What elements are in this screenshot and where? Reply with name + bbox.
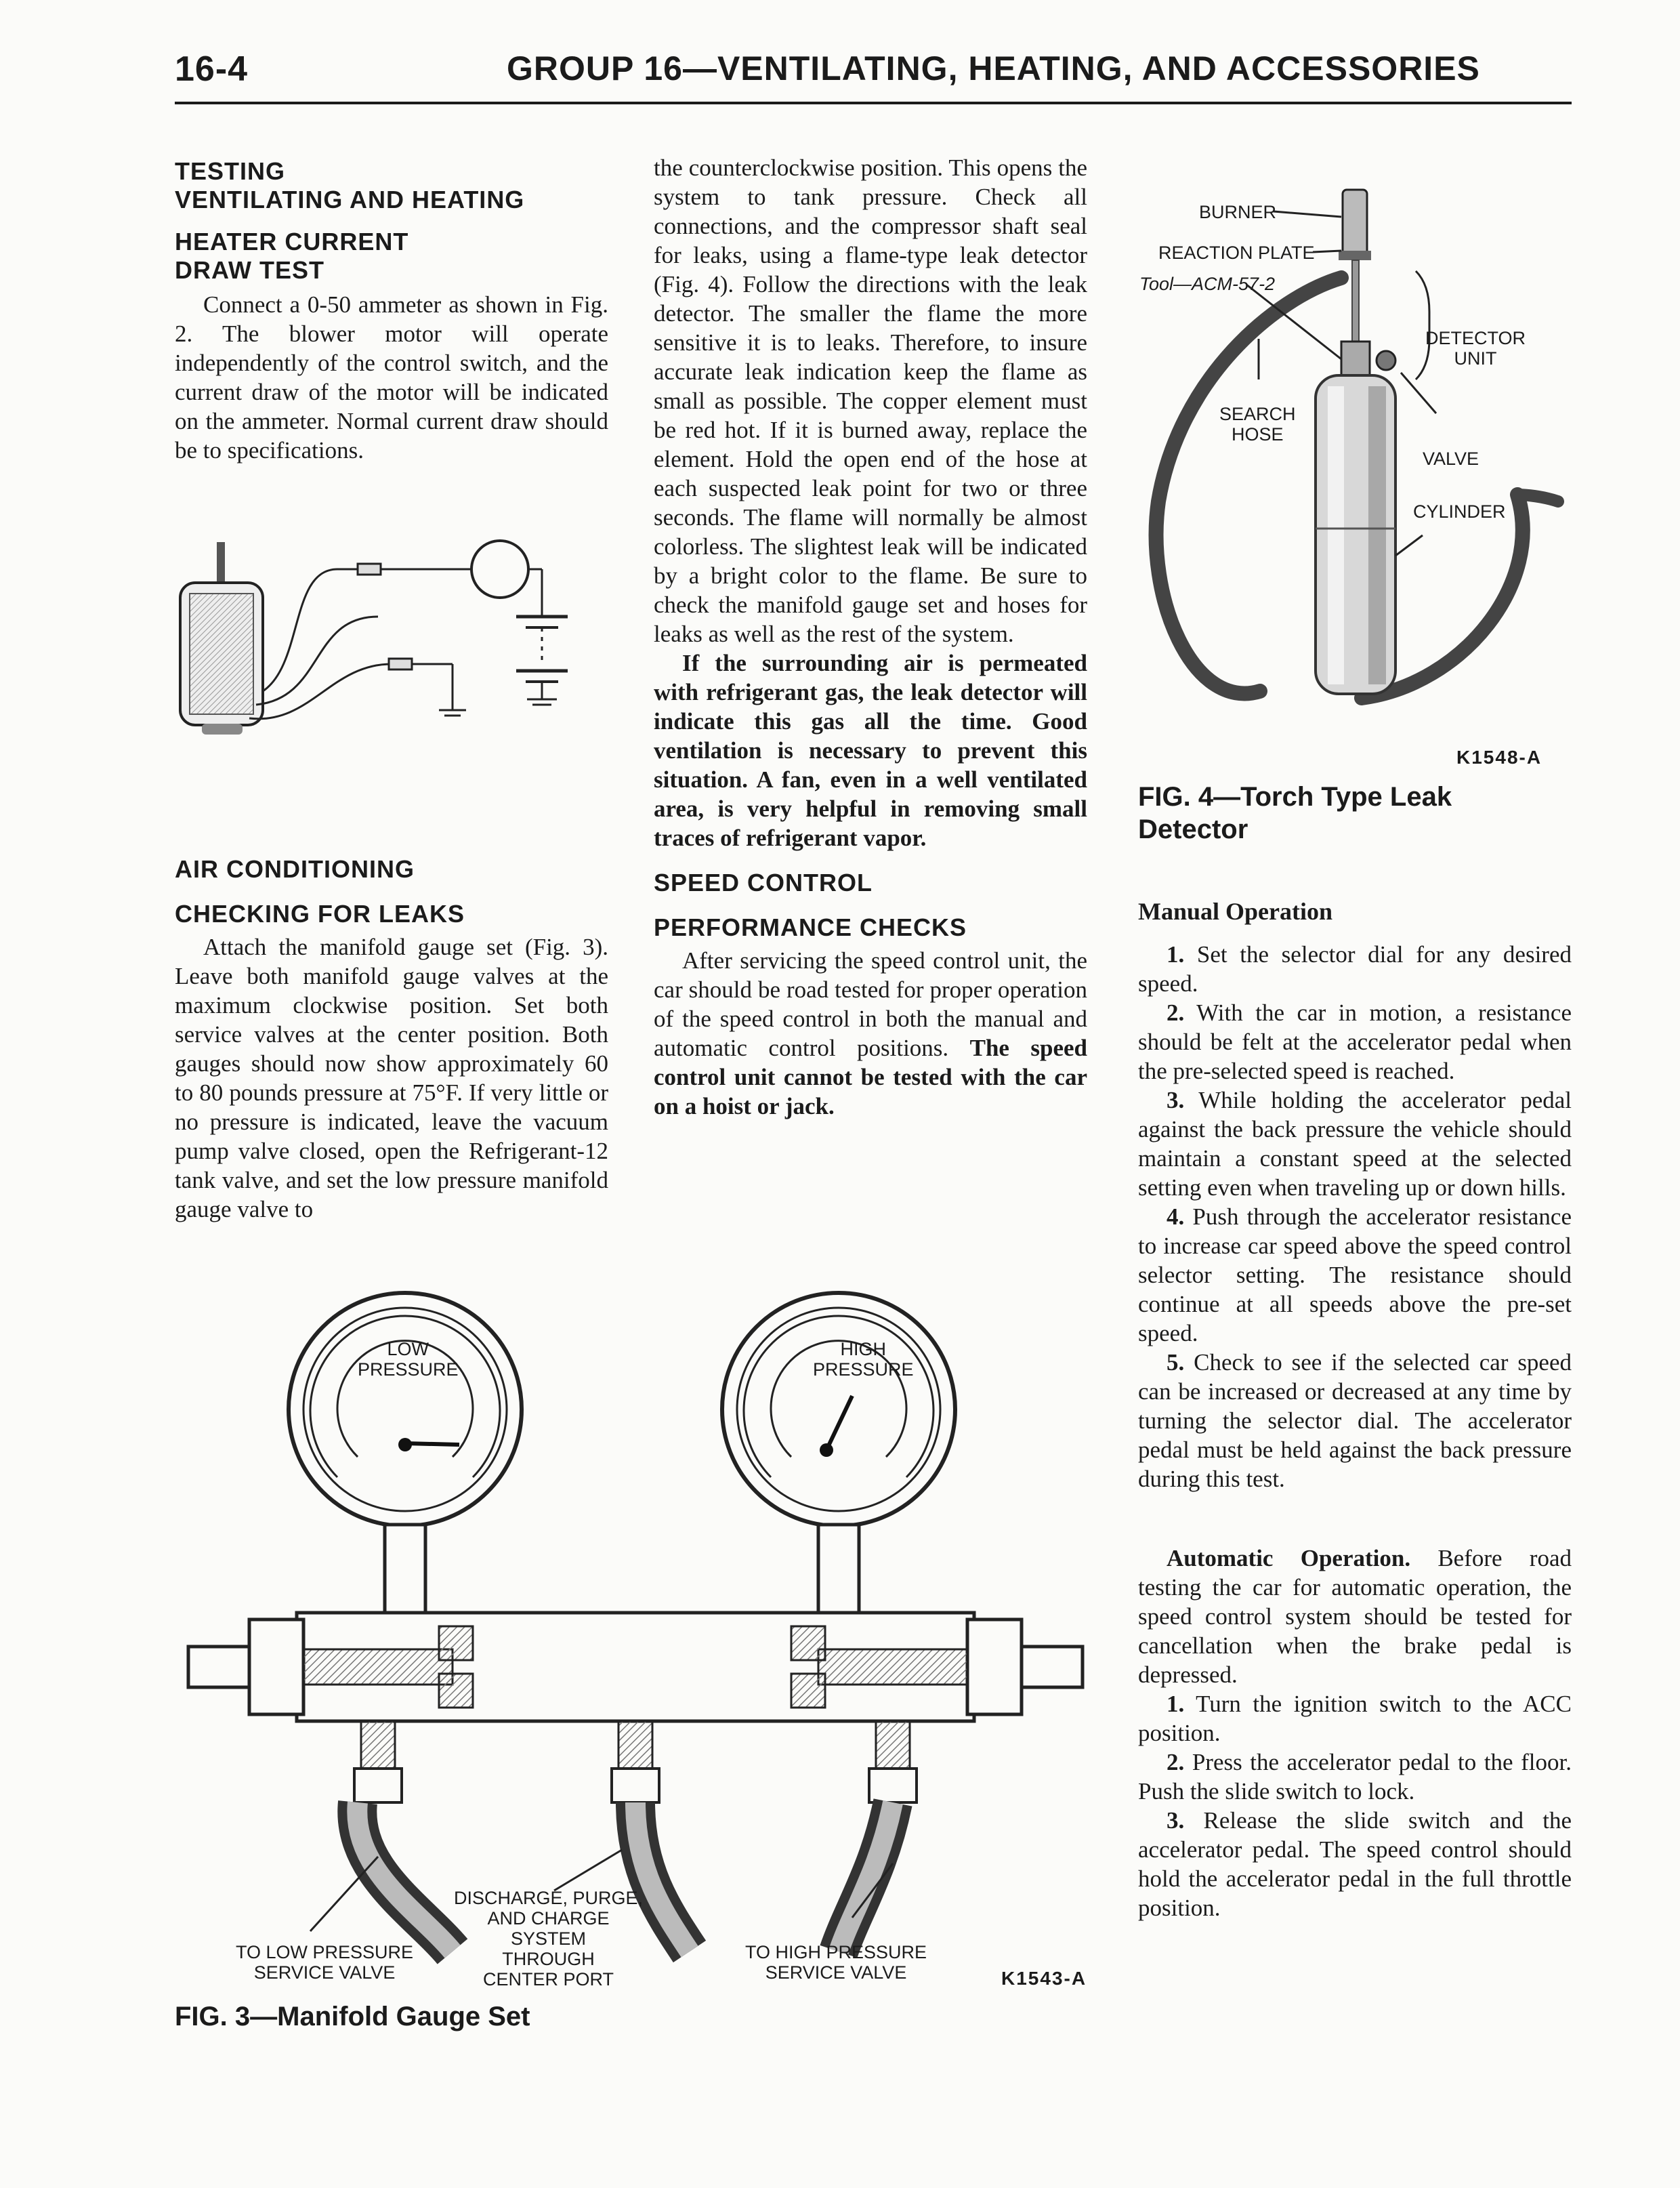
paragraph-heater-draw: Connect a 0-50 ammeter as shown in Fig. 2. The blower motor will operate independently of the control switch, and the current draw of the motor will be indicated on the ammeter. Normal current draw should be to specifications. <box>175 291 608 463</box>
fig3-discharge-label <box>454 1888 643 1989</box>
heading-automatic-operation: Automatic Operation. <box>1167 1545 1411 1571</box>
column-2 <box>654 153 1087 1121</box>
fig4-tool-label: Tool—ACM-57-2 <box>1139 274 1276 294</box>
fig3-code: K1543-A <box>1001 1968 1087 1989</box>
ammeter <box>471 541 528 598</box>
heading-ventilating-heating: VENTILATING AND HEATING <box>175 186 525 213</box>
fig4-detector-unit-line1: DETECTOR <box>1425 328 1526 348</box>
paragraph-refrigerant-warning: If the surrounding air is permeated with refrigerant gas, the leak detector will indicate this gas all the time. Good ventilation is necessary to prevent this situation. A fan, even in a well ventilated area, is very helpful in removing small traces of refrigerant vapor. <box>654 650 1087 851</box>
fig4-search-hose-line1: SEARCH <box>1219 404 1296 424</box>
fig3-to-low-line1: TO LOW PRESSURE <box>236 1942 414 1962</box>
header-rule <box>175 102 1572 104</box>
manual-steps <box>1138 940 1572 1493</box>
manual-step-4: 4. Push through the accelerator resistance to increase car speed above the speed control selector setting. The resistance should continue at all speeds above the pre-set speed. <box>1138 1203 1572 1346</box>
paragraph-speed-control-bold: The speed control unit cannot be tested with the car on a hoist or jack. <box>654 1035 1088 1119</box>
fig4-caption <box>1138 781 1452 846</box>
fig4-valve-label: VALVE <box>1423 449 1479 469</box>
burner <box>1343 190 1367 257</box>
fig3-to-high-line2: SERVICE VALVE <box>765 1962 907 1983</box>
fig3-discharge-line2: AND CHARGE <box>487 1908 610 1928</box>
paragraph-leak-check: Attach the manifold gauge set (Fig. 3). Leave both manifold gauge valves at the maximum clockwise position. Set both service valves at the center position. Both gauges should now show approximately 60 to 80 pounds pressure at 75°F. If very little or no pressure is indicated, leave the vacuum pump valve closed, open the Refrigerant-12 tank valve, and set the low pressure manifold gauge valve to <box>175 934 608 1222</box>
paragraph-speed-control-text: After servicing the speed control unit, the car should be road tested for proper operation of the speed control in both the manual and automatic control positions. <box>654 947 1087 1061</box>
page-title: GROUP 16—VENTILATING, HEATING, AND ACCESSORIES <box>507 49 1480 87</box>
fig3-caption: FIG. 3—Manifold Gauge Set <box>175 2002 530 2031</box>
heading-performance-checks: PERFORMANCE CHECKS <box>654 913 967 941</box>
fig4-cylinder-label: CYLINDER <box>1413 501 1506 522</box>
heading-testing: TESTING <box>175 157 286 185</box>
fig3-to-high-label <box>745 1942 927 1983</box>
fig3-high-pressure-line2: PRESSURE <box>813 1359 914 1380</box>
search-hose <box>1156 278 1341 693</box>
fig4-detector-unit-label <box>1425 328 1526 369</box>
heading-manual-operation: Manual Operation <box>1138 898 1333 925</box>
fig3-to-high-line1: TO HIGH PRESSURE <box>745 1942 927 1962</box>
column-3 <box>1138 897 1572 1922</box>
column-1-top <box>175 157 608 465</box>
auto-step-2: 2. Press the accelerator pedal to the floor. Push the slide switch to lock. <box>1138 1749 1572 1804</box>
fig4-search-hose-label <box>1219 404 1296 445</box>
manual-step-1: 1. Set the selector dial for any desired speed. <box>1138 941 1572 997</box>
fig3-low-pressure-line1: LOW <box>387 1339 429 1359</box>
fig4-search-hose-line2: HOSE <box>1232 424 1284 445</box>
valve <box>1377 351 1395 370</box>
motor-shaft <box>217 542 225 583</box>
fig3-high-pressure-line1: HIGH <box>840 1339 887 1359</box>
fig3-diagram <box>175 1287 1110 1992</box>
paragraph-speed-control <box>654 946 1087 1121</box>
fig4-caption-line1: FIG. 4—Torch Type Leak <box>1138 782 1452 812</box>
heading-heater-current: HEATER CURRENT <box>175 228 409 255</box>
auto-step-3: 3. Release the slide switch and the accelerator pedal. The speed control should hold the accelerator pedal in the full throttle position. <box>1138 1807 1572 1921</box>
auto-step-1: 1. Turn the ignition switch to the ACC position. <box>1138 1691 1572 1746</box>
fig3-discharge-line3: SYSTEM <box>511 1928 587 1949</box>
paragraph-leak-detector: the counterclockwise position. This opens the system to tank pressure. Check all connections, and the compressor shaft seal for leaks, using a flame-type leak detector (Fig. 4). Follow the directions with the leak detector. The smaller the flame the more sensitive it is to leaks. Therefore, to insure accurate leak indication keep the flame as small as possible. The copper element must be red hot. If it is burned away, replace the element. Hold the open end of the hose at each suspected leak point for two or three seconds. The flame will normally be almost colorless. The slightest leak will be indicated by a bright color to the flame. Be sure to check the manifold gauge set and hoses for leaks as well as the rest of the system. <box>654 154 1087 647</box>
fig4-caption-line2: Detector <box>1138 814 1248 844</box>
manual-step-2: 2. With the car in motion, a resistance should be felt at the accelerator pedal when the pre-selected speed is reached. <box>1138 999 1572 1084</box>
heading-speed-control: SPEED CONTROL <box>654 869 873 896</box>
fig4-detector-unit-line2: UNIT <box>1454 348 1497 369</box>
heading-air-conditioning: AIR CONDITIONING <box>175 855 415 883</box>
page-number: 16-4 <box>175 49 249 89</box>
column-1-bottom <box>175 855 608 1224</box>
heading-checking-leaks: CHECKING FOR LEAKS <box>175 900 465 928</box>
fig2-diagram <box>175 529 608 752</box>
fig3-high-pressure-label <box>813 1339 914 1380</box>
fig4-code: K1548-A <box>1456 747 1542 768</box>
fig4-reaction-plate-label: REACTION PLATE <box>1158 243 1315 263</box>
fig3-to-low-label <box>236 1942 413 1983</box>
heading-draw-test: DRAW TEST <box>175 256 324 284</box>
fig3-discharge-line5: CENTER PORT <box>483 1969 614 1989</box>
manual-step-3: 3. While holding the accelerator pedal against the back pressure the vehicle should maintain a constant speed at the selected setting even when traveling up or down hills. <box>1138 1087 1572 1201</box>
fig3-low-pressure-line2: PRESSURE <box>358 1359 459 1380</box>
fig3-discharge-line1: DISCHARGE, PURGE, <box>454 1888 644 1908</box>
fig3-to-low-line2: SERVICE VALVE <box>253 1962 396 1983</box>
fig4-burner-label: BURNER <box>1199 202 1277 222</box>
paragraph-automatic-operation: Automatic Operation. Before road testing the car for automatic operation, the speed control system should be tested for cancellation when the brake pedal is depressed. <box>1138 1545 1572 1688</box>
fig3-discharge-line4: THROUGH <box>502 1949 595 1969</box>
fig3-low-pressure-label <box>358 1339 459 1380</box>
manual-step-5: 5. Check to see if the selected car speed can be increased or decreased at any time by turning the selector dial. The accelerator pedal must be held against the back pressure during this test. <box>1138 1349 1572 1492</box>
